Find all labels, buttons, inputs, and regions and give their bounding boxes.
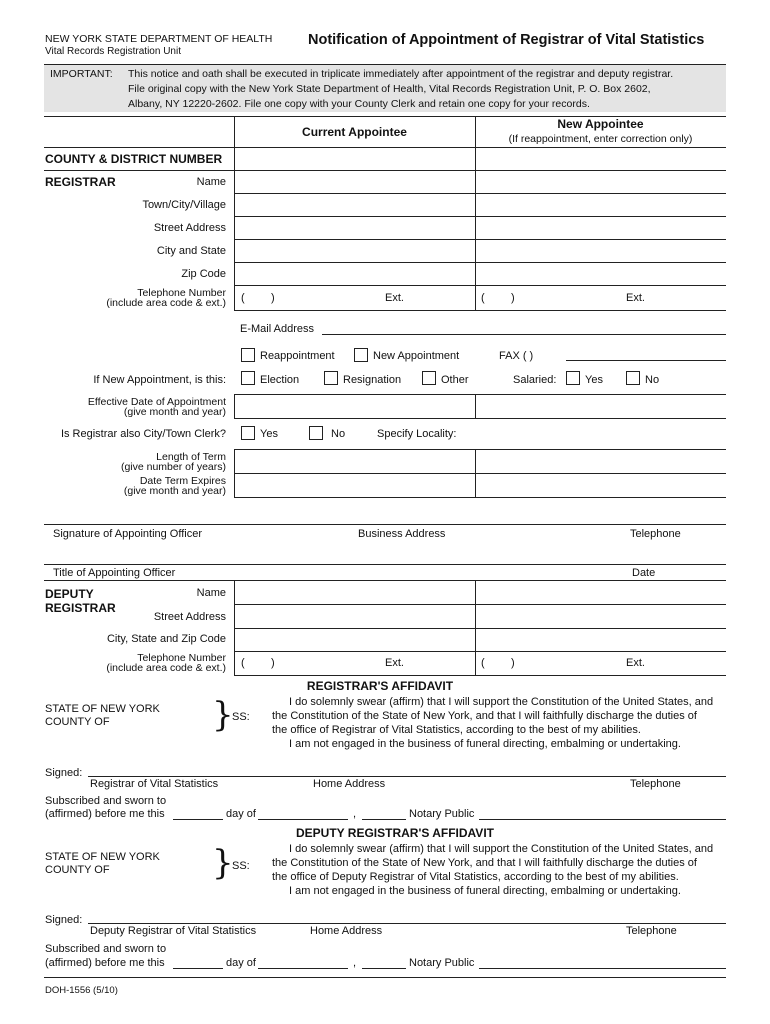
deputy-csz-current[interactable] xyxy=(235,629,475,651)
affidavit-ss: SS: xyxy=(232,711,250,723)
affidavit-line-3: the office of Registrar of Vital Statistics, according to the best of my abilities. xyxy=(272,724,641,736)
officer-signature-label: Signature of Appointing Officer xyxy=(53,528,203,540)
col-new-appointee: New Appointee xyxy=(557,117,644,131)
new-appointment-checkbox[interactable] xyxy=(354,348,368,362)
registrar-phone-current[interactable] xyxy=(280,286,380,308)
clerk-yes-label: Yes xyxy=(260,428,278,440)
officer-date-label: Date xyxy=(632,567,656,579)
officer-telephone-label: Telephone xyxy=(630,528,681,540)
zip-label: Zip Code xyxy=(181,268,226,280)
deputy-street-current[interactable] xyxy=(235,605,475,628)
deputy-telephone-label: Telephone xyxy=(626,925,677,937)
term-expires-current[interactable] xyxy=(235,474,475,497)
deputy-signed-label: Signed: xyxy=(45,914,83,926)
deputy-home-address-label: Home Address xyxy=(310,925,383,937)
officer-signature-line[interactable] xyxy=(44,524,726,525)
deputy-ext-label: Ext. xyxy=(626,657,645,669)
phone-paren-open: ( xyxy=(481,292,485,304)
deputy-street-new[interactable] xyxy=(476,605,726,628)
unit-name: Vital Records Registration Unit xyxy=(45,46,181,57)
term-length-new[interactable] xyxy=(476,450,726,473)
deputy-notary-label: Notary Public xyxy=(409,957,475,969)
deputy-paren-open: ( xyxy=(241,657,245,669)
phone-label: Telephone Number xyxy=(137,287,226,299)
deputy-month-input[interactable] xyxy=(258,968,348,969)
term-expires-sublabel: (give month and year) xyxy=(123,485,226,497)
registrar-area-code-current[interactable] xyxy=(248,286,270,308)
deputy-notary-signature-line[interactable] xyxy=(479,968,726,969)
salaried-no-label: No xyxy=(645,374,660,386)
other-label: Other xyxy=(441,374,469,386)
street-label: Street Address xyxy=(153,222,226,234)
election-checkbox[interactable] xyxy=(241,371,255,385)
subscribed-label: Subscribed and sworn to xyxy=(45,795,167,807)
county-new-input[interactable] xyxy=(476,148,726,170)
effective-date-current[interactable] xyxy=(235,395,475,418)
day-input[interactable] xyxy=(173,819,223,820)
salaried-no-checkbox[interactable] xyxy=(626,371,640,385)
other-checkbox[interactable] xyxy=(422,371,436,385)
county-district-label: COUNTY & DISTRICT NUMBER xyxy=(45,152,223,166)
affidavit-line-4: I am not engaged in the business of funeral directing, embalming or undertaking. xyxy=(289,738,681,750)
notice-line-2: File original copy with the New York State Department of Health, Vital Records Registration Unit, P. O. Box 2602, xyxy=(128,83,651,95)
registrar-street-current[interactable] xyxy=(235,217,475,239)
deputy-paren-open: ( xyxy=(481,657,485,669)
phone-paren-close: ) xyxy=(271,292,275,304)
deputy-signature-role: Deputy Registrar of Vital Statistics xyxy=(90,925,257,937)
deputy-phone-label: Telephone Number xyxy=(137,652,226,664)
deputy-street-label: Street Address xyxy=(153,611,226,623)
term-expires-label: Date Term Expires xyxy=(139,475,226,487)
registrar-phone-new[interactable] xyxy=(520,286,620,308)
resignation-label: Resignation xyxy=(343,374,402,386)
affidavit-county: COUNTY OF xyxy=(45,716,110,728)
phone-sublabel: (include area code & ext.) xyxy=(106,297,226,309)
deputy-day-input[interactable] xyxy=(173,968,223,969)
registrar-city-current[interactable] xyxy=(235,240,475,262)
form-id: DOH-1556 (5/10) xyxy=(45,985,118,996)
form-title: Notification of Appointment of Registrar of Vital Statistics xyxy=(308,32,705,48)
deputy-csz-new[interactable] xyxy=(476,629,726,651)
deputy-affirmed-label: (affirmed) before me this xyxy=(45,957,165,969)
deputy-paren-close: ) xyxy=(511,657,515,669)
registrar-zip-new[interactable] xyxy=(476,263,726,285)
registrar-area-code-new[interactable] xyxy=(488,286,510,308)
name-label: Name xyxy=(196,176,226,188)
notary-label: Notary Public xyxy=(409,808,475,820)
registrar-zip-current[interactable] xyxy=(235,263,475,285)
term-length-current[interactable] xyxy=(235,450,475,473)
month-input[interactable] xyxy=(258,819,348,820)
resignation-checkbox[interactable] xyxy=(324,371,338,385)
deputy-phone-sublabel: (include area code & ext.) xyxy=(106,662,226,674)
new-appointment-label: New Appointment xyxy=(373,350,460,362)
county-current-input[interactable] xyxy=(235,148,475,170)
phone-ext-label: Ext. xyxy=(626,292,645,304)
election-label: Election xyxy=(260,374,300,386)
email-input[interactable] xyxy=(322,334,726,335)
signed-label: Signed: xyxy=(45,767,83,779)
town-label: Town/City/Village xyxy=(142,199,226,211)
deputy-day-of-label: day of xyxy=(226,957,256,969)
city-state-label: City and State xyxy=(156,245,226,257)
comma: , xyxy=(353,808,357,820)
agency-name: NEW YORK STATE DEPARTMENT OF HEALTH xyxy=(45,33,273,45)
salaried-yes-label: Yes xyxy=(585,374,603,386)
term-length-sublabel: (give number of years) xyxy=(120,461,226,473)
officer-title-label: Title of Appointing Officer xyxy=(53,567,176,579)
notice-line-3: Albany, NY 12220-2602. File one copy with your County Clerk and retain one copy for your records. xyxy=(128,98,590,110)
salaried-label: Salaried: xyxy=(513,374,557,386)
phone-ext-label: Ext. xyxy=(385,292,404,304)
clerk-question: Is Registrar also City/Town Clerk? xyxy=(60,428,226,440)
deputy-csz-label: City, State and Zip Code xyxy=(106,633,226,645)
registrar-signature-line[interactable] xyxy=(88,776,726,777)
deputy-affidavit-state: STATE OF NEW YORK xyxy=(45,851,160,863)
brace-icon: } xyxy=(212,695,234,735)
registrar-street-new[interactable] xyxy=(476,217,726,239)
phone-paren-close: ) xyxy=(511,292,515,304)
deputy-affidavit-line-1: I do solemnly swear (affirm) that I will support the Constitution of the United States, and xyxy=(289,843,714,855)
specify-locality-label: Specify Locality: xyxy=(377,428,457,440)
deputy-name-current[interactable] xyxy=(235,581,475,604)
deputy-heading: DEPUTY xyxy=(45,587,94,601)
salaried-yes-checkbox[interactable] xyxy=(566,371,580,385)
officer-title-line[interactable] xyxy=(44,564,726,565)
reappointment-label: Reappointment xyxy=(260,350,335,362)
home-address-label: Home Address xyxy=(313,778,386,790)
registrar-heading: REGISTRAR xyxy=(45,175,116,189)
signature-role: Registrar of Vital Statistics xyxy=(90,778,219,790)
fax-label: FAX ( ) xyxy=(499,350,534,362)
deputy-paren-close: ) xyxy=(271,657,275,669)
notary-signature-line[interactable] xyxy=(479,819,726,820)
officer-business-label: Business Address xyxy=(358,528,446,540)
affirmed-label: (affirmed) before me this xyxy=(45,808,165,820)
deputy-subscribed-label: Subscribed and sworn to xyxy=(45,943,167,955)
important-label: IMPORTANT: xyxy=(50,68,113,80)
deputy-affidavit-line-3: the office of Deputy Registrar of Vital Statistics, according to the best of my abilities. xyxy=(272,871,679,883)
deputy-ext-label: Ext. xyxy=(385,657,404,669)
if-new-label: If New Appointment, is this: xyxy=(93,374,226,386)
email-label: E-Mail Address xyxy=(240,323,314,335)
registrar-name-current[interactable] xyxy=(235,171,475,193)
effective-date-label: Effective Date of Appointment xyxy=(87,396,226,408)
clerk-yes-checkbox[interactable] xyxy=(241,426,255,440)
affidavit-title: REGISTRAR'S AFFIDAVIT xyxy=(306,679,454,693)
year-input[interactable] xyxy=(362,819,406,820)
deputy-signature-line[interactable] xyxy=(88,923,726,924)
deputy-name-new[interactable] xyxy=(476,581,726,604)
deputy-heading-2: REGISTRAR xyxy=(45,601,116,615)
effective-date-new[interactable] xyxy=(476,395,726,418)
deputy-affidavit-ss: SS: xyxy=(232,860,250,872)
deputy-year-input[interactable] xyxy=(362,968,406,969)
phone-paren-open: ( xyxy=(241,292,245,304)
clerk-no-label: No xyxy=(331,428,346,440)
fax-input[interactable] xyxy=(566,360,726,361)
deputy-affidavit-county: COUNTY OF xyxy=(45,864,110,876)
deputy-comma: , xyxy=(353,957,357,969)
day-of-label: day of xyxy=(226,808,256,820)
deputy-affidavit-title: DEPUTY REGISTRAR'S AFFIDAVIT xyxy=(296,826,494,840)
deputy-affidavit-line-2: the Constitution of the State of New York, and that I will faithfully discharge the duties of xyxy=(272,857,697,869)
telephone-label: Telephone xyxy=(630,778,681,790)
deputy-affidavit-line-4: I am not engaged in the business of funeral directing, embalming or undertaking. xyxy=(289,885,681,897)
deputy-phone-current[interactable] xyxy=(280,652,380,675)
col-new-note: (If reappointment, enter correction only) xyxy=(508,133,693,145)
term-expires-new[interactable] xyxy=(476,474,726,497)
affidavit-line-1: I do solemnly swear (affirm) that I will support the Constitution of the United States, and xyxy=(289,696,714,708)
col-current-appointee: Current Appointee xyxy=(302,125,407,139)
affidavit-state: STATE OF NEW YORK xyxy=(45,703,160,715)
registrar-city-new[interactable] xyxy=(476,240,726,262)
registrar-town-new[interactable] xyxy=(476,194,726,216)
reappointment-checkbox[interactable] xyxy=(241,348,255,362)
brace-icon: } xyxy=(212,843,234,883)
registrar-town-current[interactable] xyxy=(235,194,475,216)
term-length-label: Length of Term xyxy=(156,451,226,463)
clerk-no-checkbox[interactable] xyxy=(309,426,323,440)
effective-date-sublabel: (give month and year) xyxy=(123,406,226,418)
deputy-name-label: Name xyxy=(196,587,226,599)
footer-rule xyxy=(44,977,726,978)
affidavit-line-2: the Constitution of the State of New York, and that I will faithfully discharge the duties of xyxy=(272,710,697,722)
registrar-name-new[interactable] xyxy=(476,171,726,193)
deputy-phone-new[interactable] xyxy=(520,652,620,675)
notice-line-1: This notice and oath shall be executed in triplicate immediately after appointment of the registrar and deputy registrar. xyxy=(128,68,674,80)
